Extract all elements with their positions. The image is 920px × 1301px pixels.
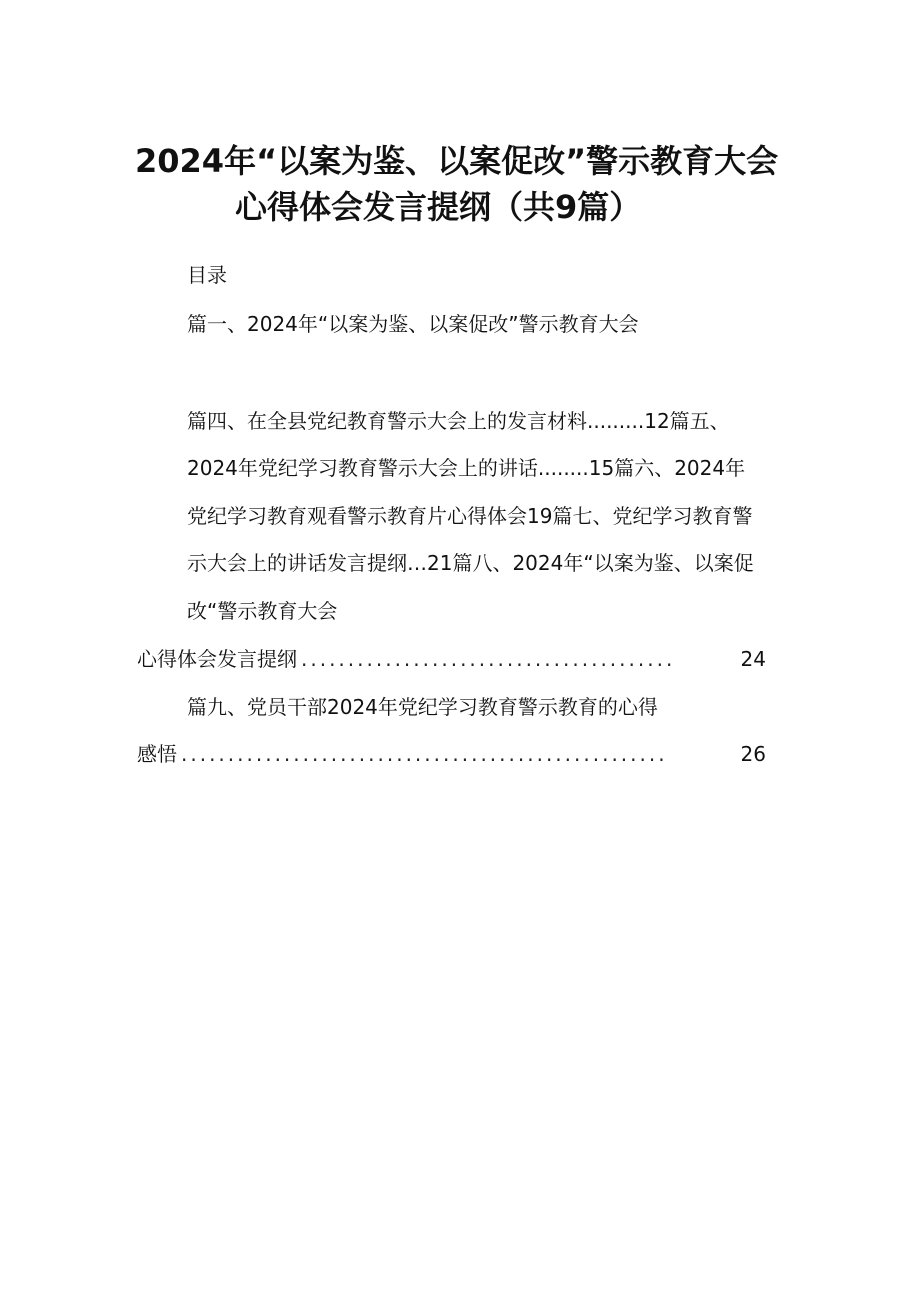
toc-item-9-label: 感悟	[137, 742, 177, 766]
toc-item-9-tail	[137, 740, 766, 768]
document-title-line-2: 心得体会发言提纲（共9篇）	[235, 188, 642, 226]
toc-item-1: 篇一、2024年“以案为鉴、以案促改”警示教育大会	[187, 312, 639, 336]
toc-block-line-4: 示大会上的讲话发言提纲…21篇八、2024年“以案为鉴、以案促	[187, 551, 754, 575]
toc-heading: 目录	[187, 263, 227, 287]
toc-item-8-tail	[137, 645, 766, 673]
toc-block-line-2: 2024年党纪学习教育警示大会上的讲话........15篇六、2024年	[187, 456, 746, 480]
toc-block-line-5: 改“警示教育大会	[187, 599, 338, 623]
toc-leader-dots: ........................................	[301, 647, 676, 671]
toc-block-line-3: 党纪学习教育观看警示教育片心得体会19篇七、党纪学习教育警	[187, 504, 753, 528]
toc-item-9-page: 26	[740, 742, 766, 766]
toc-item-9-head: 篇九、党员干部2024年党纪学习教育警示教育的心得	[187, 695, 658, 719]
toc-item-8-page: 24	[740, 647, 766, 671]
toc-leader-dots: ....................................................	[181, 742, 668, 766]
toc-item-8-label: 心得体会发言提纲	[137, 647, 297, 671]
toc-block-line-1: 篇四、在全县党纪教育警示大会上的发言材料.........12篇五、	[187, 409, 730, 433]
document-title-line-1: 2024年“以案为鉴、以案促改”警示教育大会	[135, 142, 779, 180]
